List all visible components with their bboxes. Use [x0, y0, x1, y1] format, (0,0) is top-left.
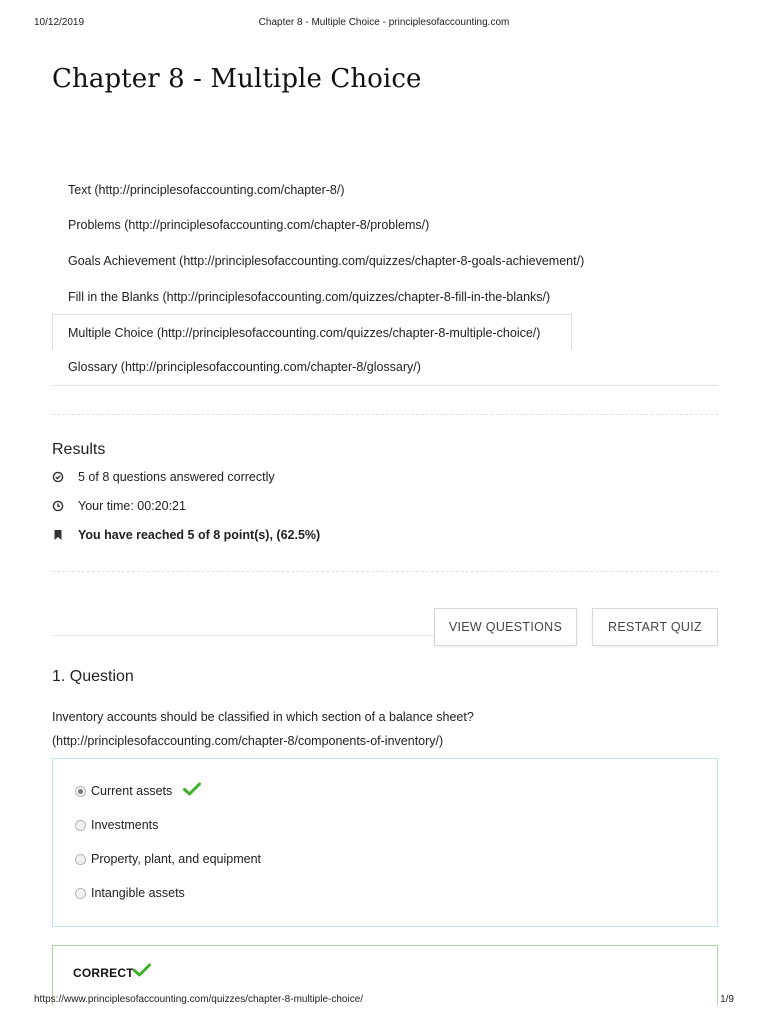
- nav-item-fill-in-the-blanks[interactable]: Fill in the Blanks (http://principlesofaccounting.com/quizzes/chapter-8-fill-in-the-blanks/): [68, 290, 551, 304]
- divider: [52, 635, 434, 636]
- results-title: Results: [52, 441, 106, 458]
- print-date: 10/12/2019: [34, 17, 85, 28]
- clock-icon: [52, 500, 64, 512]
- nav-item-problems[interactable]: Problems (http://principlesofaccounting.com/chapter-8/problems/): [68, 218, 430, 232]
- print-page-number: 1/9: [720, 994, 734, 1005]
- divider: [52, 414, 718, 415]
- print-header: [34, 17, 734, 31]
- results-answered: 5 of 8 questions answered correctly: [78, 470, 275, 484]
- page-title: Chapter 8 - Multiple Choice: [52, 64, 422, 94]
- question-link[interactable]: (http://principlesofaccounting.com/chapter-8/components-of-inventory/): [52, 734, 444, 748]
- check-circle-icon: [52, 471, 64, 483]
- answer-label: Intangible assets: [91, 886, 185, 900]
- question-body: [52, 705, 712, 753]
- nav-item-glossary[interactable]: Glossary (http://principlesofaccounting.com/chapter-8/glossary/): [68, 360, 421, 374]
- checkmark-icon: [133, 963, 151, 977]
- radio-button-selected[interactable]: [75, 786, 86, 797]
- chapter-nav: [52, 172, 718, 386]
- results-time: Your time: 00:20:21: [78, 499, 186, 513]
- print-footer: [34, 994, 734, 1008]
- restart-quiz-button[interactable]: RESTART QUIZ: [592, 608, 718, 646]
- radio-button[interactable]: [75, 888, 86, 899]
- feedback-label: CORRECT: [73, 966, 134, 980]
- answer-label: Property, plant, and equipment: [91, 852, 262, 866]
- nav-item-text[interactable]: Text (http://principlesofaccounting.com/chapter-8/): [68, 183, 345, 197]
- divider: [52, 571, 718, 572]
- print-url: https://www.principlesofaccounting.com/quizzes/chapter-8-multiple-choice/: [34, 994, 364, 1005]
- answer-list: [52, 758, 718, 927]
- radio-button[interactable]: [75, 820, 86, 831]
- answer-label: Investments: [91, 818, 159, 832]
- question-title: 1. Question: [52, 668, 134, 685]
- checkmark-icon: [183, 782, 201, 796]
- nav-item-goals-achievement[interactable]: Goals Achievement (http://principlesofaccounting.com/quizzes/chapter-8-goals-achievement/): [68, 254, 585, 268]
- question-text: Inventory accounts should be classified in which section of a balance sheet?: [52, 710, 474, 724]
- bookmark-icon: [52, 529, 64, 541]
- nav-item-multiple-choice[interactable]: Multiple Choice (http://principlesofaccounting.com/quizzes/chapter-8-multiple-choice/): [52, 314, 572, 350]
- view-questions-button[interactable]: VIEW QUESTIONS: [434, 608, 577, 646]
- answer-label: Current assets: [91, 784, 173, 798]
- results-points: You have reached 5 of 8 point(s), (62.5%): [78, 528, 321, 542]
- radio-button[interactable]: [75, 854, 86, 865]
- print-page-title: Chapter 8 - Multiple Choice - principlesofaccounting.com: [258, 17, 510, 28]
